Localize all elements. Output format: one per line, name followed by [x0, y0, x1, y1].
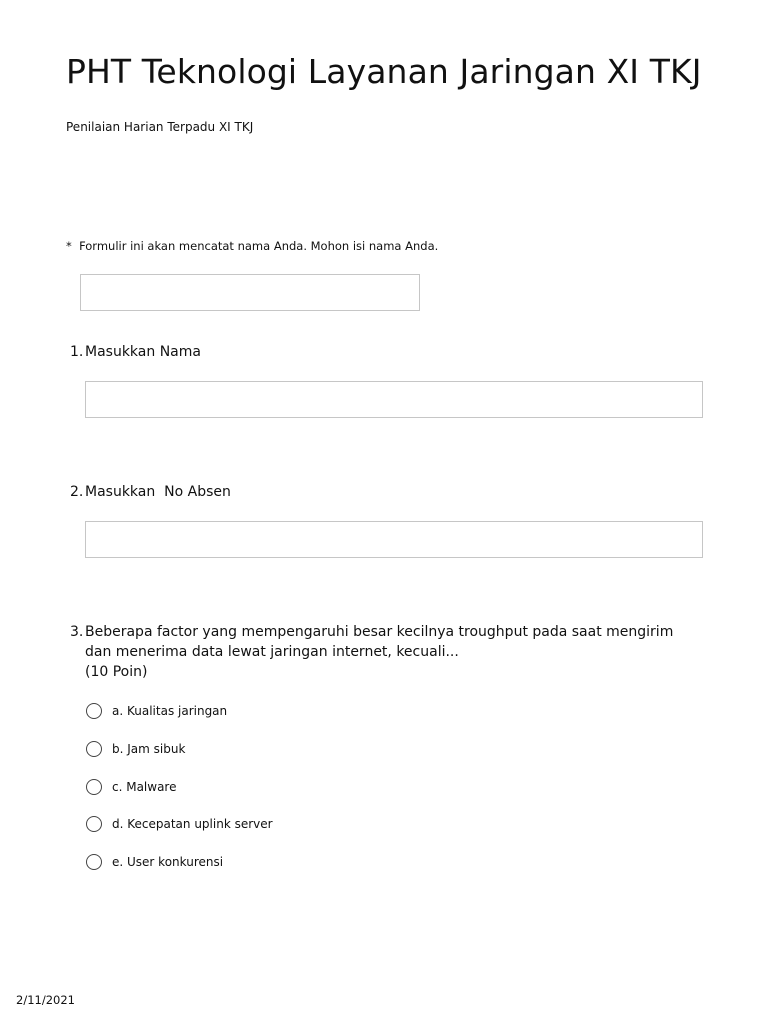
notice-text: Formulir ini akan mencatat nama Anda. Mohon isi nama Anda. — [79, 239, 439, 253]
radio-button-icon[interactable] — [86, 816, 102, 832]
radio-button-icon[interactable] — [86, 854, 102, 870]
question-2-number: 2. — [70, 484, 84, 500]
question-3-line-1: Beberapa factor yang mempengaruhi besar kecilnya troughput pada saat mengirim — [85, 624, 674, 640]
option-c[interactable] — [86, 778, 177, 796]
option-b-label: b. Jam sibuk — [112, 742, 186, 756]
question-1-text: Masukkan Nama — [85, 344, 201, 360]
recorded-name-field[interactable] — [80, 274, 420, 311]
option-a[interactable] — [86, 702, 227, 720]
question-3-line-2: dan menerima data lewat jaringan internet, kecuali... — [85, 644, 459, 660]
option-d-label: d. Kecepatan uplink server — [112, 817, 273, 831]
option-b[interactable] — [86, 740, 185, 758]
absen-number-input[interactable] — [85, 521, 703, 558]
form-title: PHT Teknologi Layanan Jaringan XI TKJ — [66, 52, 702, 91]
option-a-label: a. Kualitas jaringan — [112, 704, 228, 718]
question-2-text: Masukkan No Absen — [85, 484, 231, 500]
radio-button-icon[interactable] — [86, 741, 102, 757]
question-3-number: 3. — [70, 624, 84, 640]
question-3-points: (10 Poin) — [85, 664, 148, 680]
option-c-label: c. Malware — [112, 780, 177, 794]
option-d[interactable] — [86, 815, 273, 833]
question-3-text — [85, 622, 745, 682]
option-e-label: e. User konkurensi — [112, 855, 224, 869]
option-e[interactable] — [86, 853, 223, 871]
form-subtitle: Penilaian Harian Terpadu XI TKJ — [66, 120, 254, 134]
required-marker: * — [66, 239, 72, 253]
name-record-notice — [66, 239, 438, 253]
radio-button-icon[interactable] — [86, 779, 102, 795]
name-input[interactable] — [85, 381, 703, 418]
question-1-number: 1. — [70, 344, 84, 360]
radio-button-icon[interactable] — [86, 703, 102, 719]
print-date: 2/11/2021 — [16, 993, 75, 1007]
